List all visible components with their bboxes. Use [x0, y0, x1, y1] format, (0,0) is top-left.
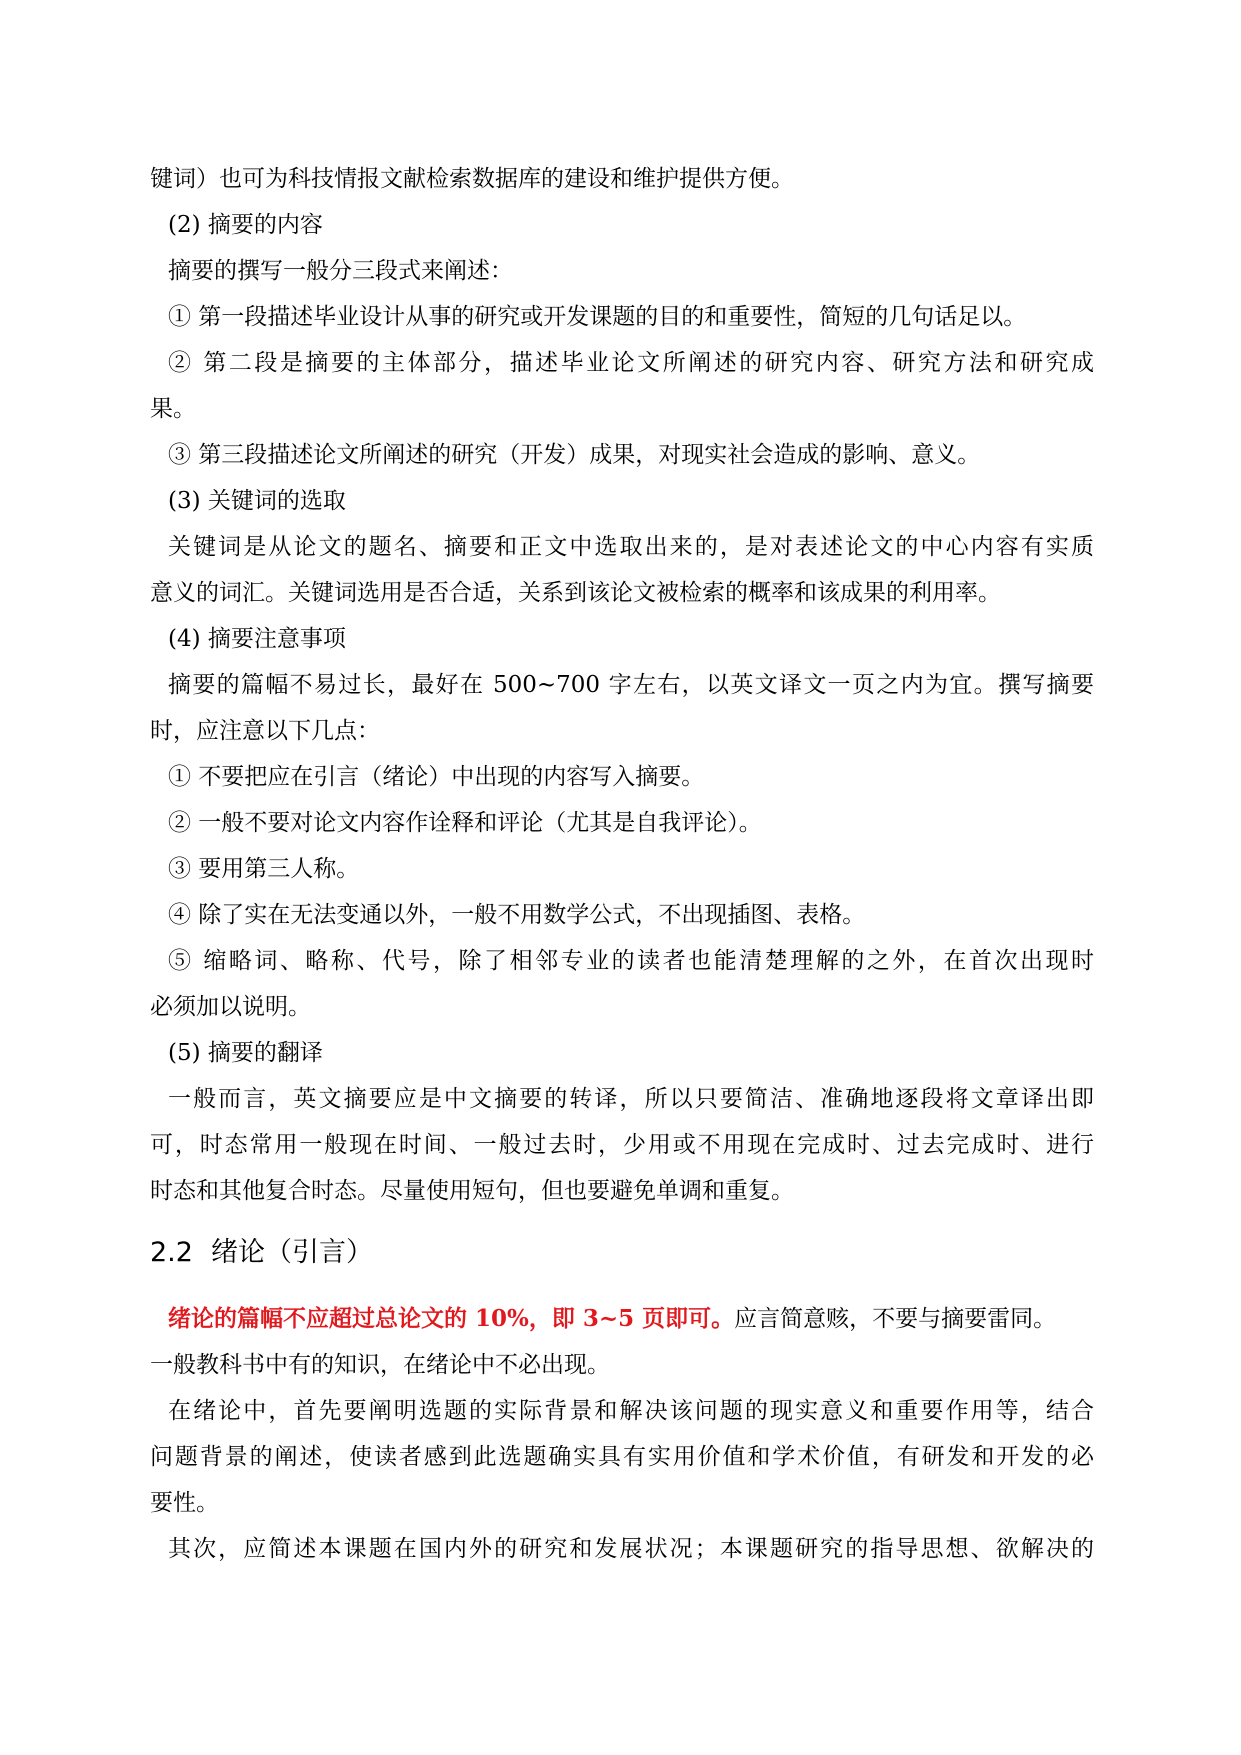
list-item: ④ 除了实在无法变通以外，一般不用数学公式，不出现插图、表格。	[168, 902, 866, 928]
text-line: 时态和其他复合时态。尽量使用短句，但也要避免单调和重复。	[150, 1178, 794, 1204]
text-line: 一般而言，英文摘要应是中文摘要的转译，所以只要简洁、准确地逐段将文章译出即	[168, 1086, 1094, 1112]
text-line: 关键词是从论文的题名、摘要和正文中选取出来的，是对表述论文的中心内容有实质	[168, 534, 1094, 560]
subheading-keywords: (3) 关键词的选取	[168, 488, 346, 514]
text-line: 问题背景的阐述，使读者感到此选题确实具有实用价值和学术价值，有研发和开发的必	[150, 1444, 1094, 1470]
text-line: 一般教科书中有的知识，在绪论中不必出现。	[150, 1352, 610, 1378]
text-span: 应言简意赅，不要与摘要雷同。	[734, 1306, 1057, 1332]
subheading-abstract-content: (2) 摘要的内容	[168, 212, 323, 238]
subheading-notes: (4) 摘要注意事项	[168, 626, 346, 652]
intro-first-line	[150, 1296, 1094, 1342]
section-heading	[150, 1230, 1094, 1276]
highlighted-requirement: 绪论的篇幅不应超过总论文的 10%，即 3~5 页即可。	[168, 1305, 735, 1332]
text-line: 摘要的篇幅不易过长，最好在 500~700 字左右，以英文译文一页之内为宜。撰写摘要	[168, 672, 1094, 698]
text-line: 果。	[150, 396, 196, 422]
text-line: 键词）也可为科技情报文献检索数据库的建设和维护提供方便。	[150, 166, 794, 192]
text-line: 可，时态常用一般现在时间、一般过去时，少用或不用现在完成时、过去完成时、进行	[150, 1132, 1094, 1158]
text-line: 要性。	[150, 1490, 219, 1516]
list-item: ② 第二段是摘要的主体部分，描述毕业论文所阐述的研究内容、研究方法和研究成	[168, 350, 1094, 376]
text-line: 意义的词汇。关键词选用是否合适，关系到该论文被检索的概率和该成果的利用率。	[150, 580, 1001, 606]
list-item: ⑤ 缩略词、略称、代号，除了相邻专业的读者也能清楚理解的之外，在首次出现时	[168, 948, 1094, 974]
text-line: 在绪论中，首先要阐明选题的实际背景和解决该问题的现实意义和重要作用等，结合	[168, 1398, 1094, 1424]
list-item: ① 不要把应在引言（绪论）中出现的内容写入摘要。	[168, 764, 705, 790]
section-title: 绪论（引言）	[210, 1237, 373, 1268]
text-line: 必须加以说明。	[150, 994, 311, 1020]
list-item: ① 第一段描述毕业设计从事的研究或开发课题的目的和重要性，简短的几句话足以。	[168, 304, 1027, 330]
subheading-translation: (5) 摘要的翻译	[168, 1040, 323, 1066]
text-line: 时，应注意以下几点：	[150, 718, 380, 744]
section-number: 2.2	[150, 1237, 193, 1268]
text-line: 摘要的撰写一般分三段式来阐述：	[168, 258, 513, 284]
list-item: ② 一般不要对论文内容作诠释和评论（尤其是自我评论）。	[168, 810, 762, 836]
document-page	[150, 156, 1094, 1572]
text-line: 其次，应简述本课题在国内外的研究和发展状况；本课题研究的指导思想、欲解决的	[168, 1536, 1094, 1562]
list-item: ③ 第三段描述论文所阐述的研究（开发）成果，对现实社会造成的影响、意义。	[168, 442, 981, 468]
list-item: ③ 要用第三人称。	[168, 856, 360, 882]
